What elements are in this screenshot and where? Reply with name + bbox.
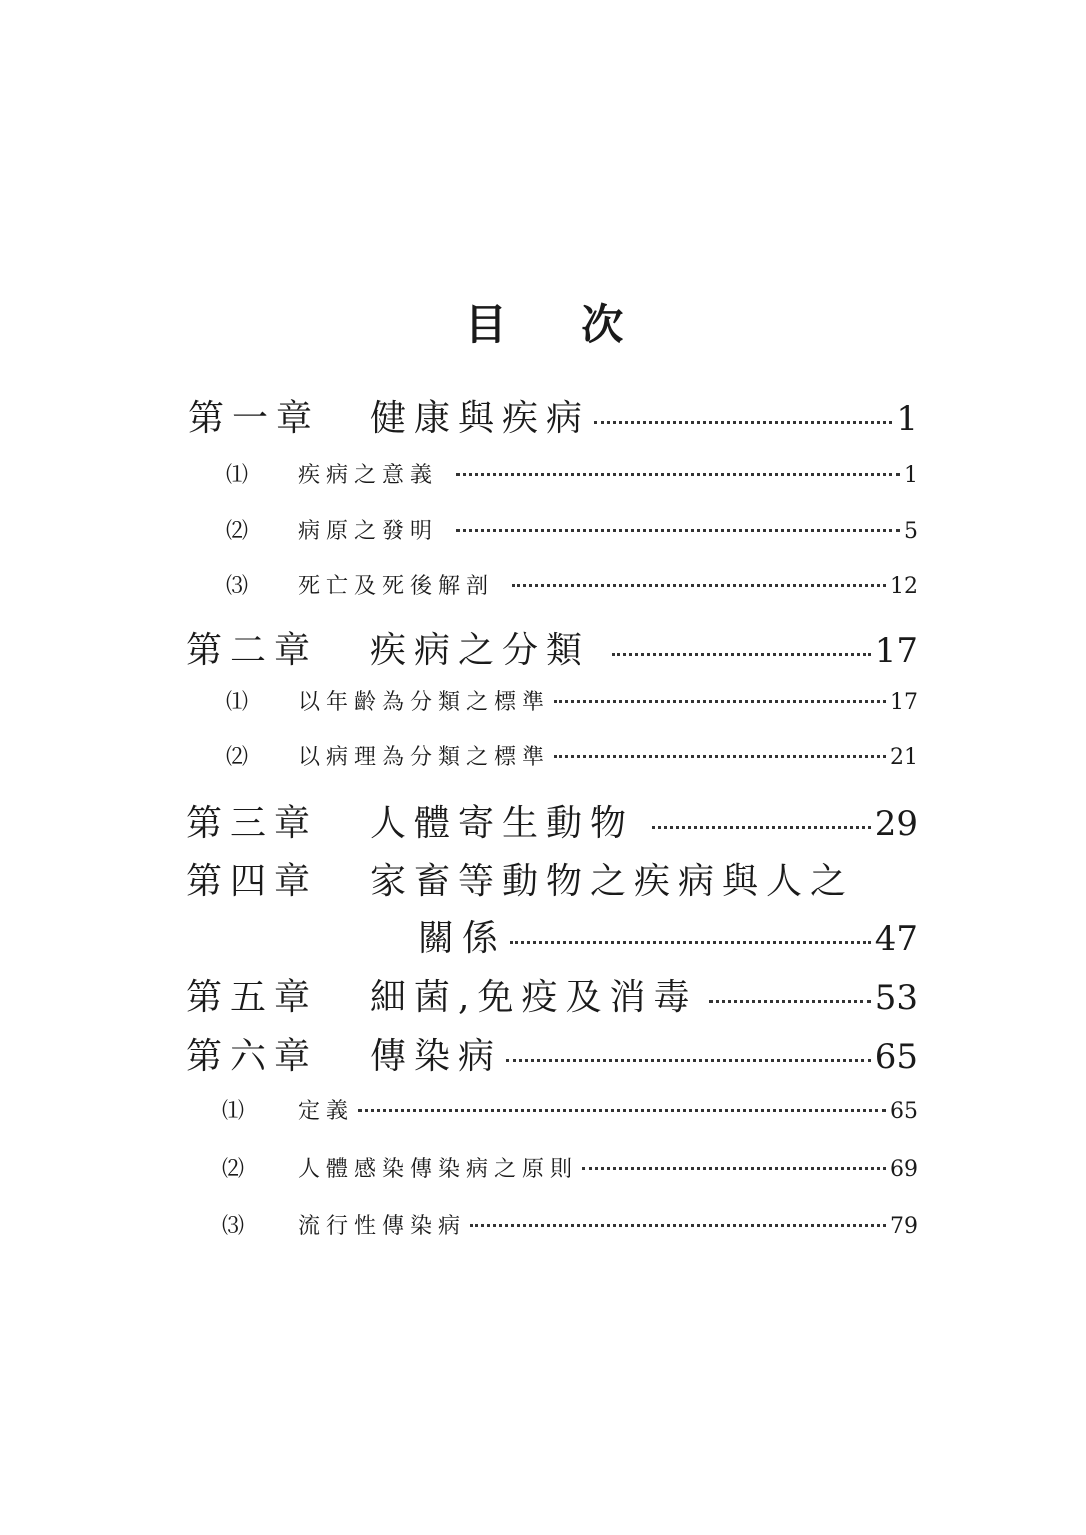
chapter-title: 健康與疾病 xyxy=(370,398,591,439)
leader-dots xyxy=(612,653,871,656)
section-title: 以年齡為分類之標準 xyxy=(298,690,551,715)
page-number: 5 xyxy=(904,519,918,544)
toc-chapter-3[interactable] xyxy=(0,795,1086,846)
chapter-number: 第五章 xyxy=(186,977,319,1018)
page-number: 1 xyxy=(904,463,918,488)
leader-dots xyxy=(512,584,886,587)
leader-dots xyxy=(652,826,871,829)
leader-dots xyxy=(594,421,892,424)
section-title: 人體感染傳染病之原則 xyxy=(298,1157,579,1182)
chapter-title: 人體寄生動物 xyxy=(370,803,635,844)
toc-section-2-1[interactable] xyxy=(0,685,1086,716)
section-number: ⑴ xyxy=(226,463,255,488)
page-number: 17 xyxy=(874,631,918,671)
toc-chapter-1[interactable] xyxy=(0,390,1086,441)
section-title: 病原之發明 xyxy=(298,519,439,544)
chapter-title: 細菌,免疫及消毒 xyxy=(370,977,698,1018)
leader-dots xyxy=(709,1000,870,1003)
section-number: ⑴ xyxy=(226,690,255,715)
chapter-number: 第四章 xyxy=(186,861,319,902)
toc-section-6-3[interactable] xyxy=(0,1209,1086,1240)
leader-dots xyxy=(554,755,886,758)
toc-section-6-2[interactable] xyxy=(0,1152,1086,1183)
leader-dots xyxy=(358,1109,886,1112)
toc-section-6-1[interactable] xyxy=(0,1094,1086,1125)
section-title: 定義 xyxy=(298,1099,355,1124)
section-number: ⑵ xyxy=(222,1157,251,1182)
leader-dots xyxy=(456,473,900,476)
toc-section-1-2[interactable] xyxy=(0,514,1086,545)
leader-dots xyxy=(506,1059,871,1062)
chapter-number: 第三章 xyxy=(186,803,319,844)
section-number: ⑴ xyxy=(222,1099,251,1124)
page-number: 65 xyxy=(890,1099,918,1124)
toc-chapter-4-continued[interactable] xyxy=(0,910,1086,961)
section-title: 疾病之意義 xyxy=(298,463,439,488)
toc-chapter-5[interactable] xyxy=(0,969,1086,1020)
page-number: 12 xyxy=(890,574,918,599)
section-title: 以病理為分類之標準 xyxy=(298,745,551,770)
leader-dots xyxy=(470,1224,886,1227)
chapter-title-continued: 關係 xyxy=(418,918,507,959)
leader-dots xyxy=(510,941,871,944)
toc-section-2-2[interactable] xyxy=(0,740,1086,771)
page-number: 69 xyxy=(890,1157,918,1182)
chapter-title: 疾病之分類 xyxy=(370,630,591,671)
chapter-number: 第二章 xyxy=(186,630,319,671)
section-number: ⑵ xyxy=(226,519,255,544)
section-title: 死亡及死後解剖 xyxy=(298,574,495,599)
leader-dots xyxy=(582,1167,886,1170)
page-number: 21 xyxy=(890,745,918,770)
page-number: 65 xyxy=(874,1037,918,1077)
page-number: 47 xyxy=(874,919,918,959)
page-number: 17 xyxy=(890,690,918,715)
chapter-number: 第一章 xyxy=(188,398,321,439)
page-number: 53 xyxy=(874,978,918,1018)
chapter-title: 家畜等動物之疾病與人之 xyxy=(370,861,855,902)
page-number: 79 xyxy=(890,1214,918,1239)
page-number: 29 xyxy=(874,804,918,844)
chapter-title: 傳染病 xyxy=(370,1036,503,1077)
page-number: 1 xyxy=(896,399,918,439)
leader-dots xyxy=(456,529,900,532)
toc-section-1-3[interactable] xyxy=(0,569,1086,600)
section-number: ⑶ xyxy=(226,574,255,599)
toc-chapter-4[interactable] xyxy=(0,853,1086,904)
section-number: ⑵ xyxy=(226,745,255,770)
chapter-number: 第六章 xyxy=(186,1036,319,1077)
toc-section-1-1[interactable] xyxy=(0,458,1086,489)
section-title: 流行性傳染病 xyxy=(298,1214,467,1239)
page-title: 目 次 xyxy=(464,300,654,349)
toc-chapter-6[interactable] xyxy=(0,1028,1086,1079)
section-number: ⑶ xyxy=(222,1214,251,1239)
toc-chapter-2[interactable] xyxy=(0,622,1086,673)
leader-dots xyxy=(554,700,886,703)
